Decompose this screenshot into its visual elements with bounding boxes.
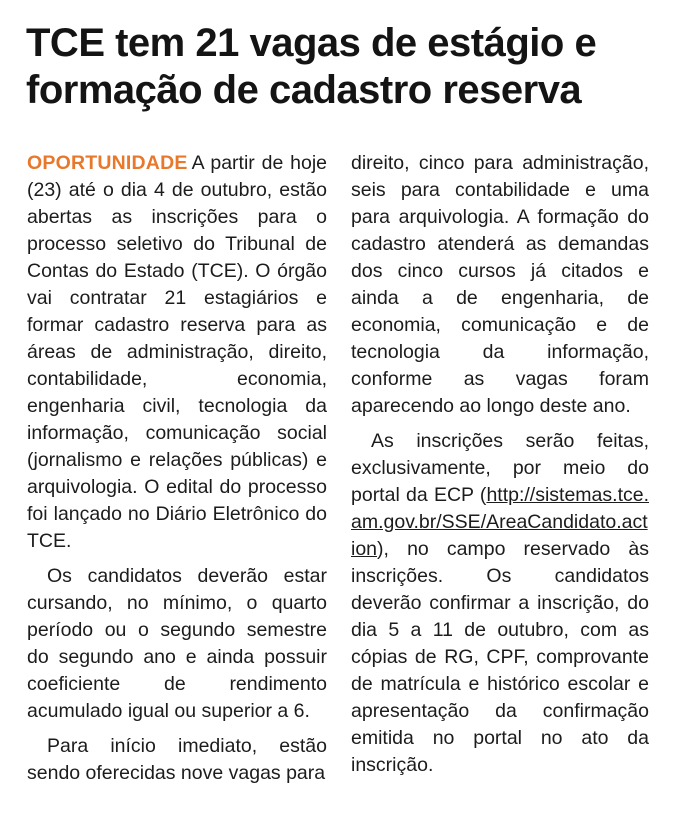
portal-link[interactable]: http://sistemas.tce.am.gov.br/SSE/AreaCandidato.action	[351, 484, 649, 560]
paragraph-1	[27, 150, 327, 555]
kicker-label: OPORTUNIDADE	[27, 152, 188, 174]
paragraph-1-text: A partir de hoje (23) até o dia 4 de outubro, estão abertas as inscrições para o processo seletivo do Tribunal de Contas do Estado (TCE). O órgão vai contratar 21 estagiários e formar cadastro reserva para as áreas de administração, direito, contabilidade, economia, engenharia civil, tecnologia da informação, comunicação social (jornalismo e relações públicas) e arquivologia. O edital do processo foi lançado no Diário Eletrônico do TCE.	[27, 152, 327, 552]
paragraph-4-text-before: As inscrições serão feitas, exclusivamente, por meio do portal da ECP (	[351, 430, 649, 506]
article-column-right	[351, 150, 649, 787]
article-column-left	[27, 150, 327, 795]
headline: TCE tem 21 vagas de estágio e formação de cadastro reserva	[26, 21, 597, 112]
paragraph-2: Os candidatos deverão estar cursando, no mínimo, o quarto período ou o segundo semestre do segundo ano e ainda possuir coeficiente de rendimento acumulado igual ou superior a 6.	[27, 565, 327, 722]
paragraph-4	[351, 428, 649, 779]
paragraph-3-continued: direito, cinco para administração, seis para contabilidade e uma para arquivologia. A formação do cadastro atenderá as demandas dos cinco cursos já citados e ainda a de engenharia, de economia, comunicação e de tecnologia da informação, conforme as vagas foram aparecendo ao longo deste ano.	[351, 152, 649, 417]
paragraph-3-start: Para início imediato, estão sendo oferecidas nove vagas para	[27, 735, 327, 784]
paragraph-4-text-after: ), no campo reservado às inscrições. Os candidatos deverão confirmar a inscrição, do dia 5 a 11 de outubro, com as cópias de RG, CPF, comprovante de matrícula e histórico escolar e apresentação da confirmação emitida no portal no ato da inscrição.	[351, 538, 649, 776]
